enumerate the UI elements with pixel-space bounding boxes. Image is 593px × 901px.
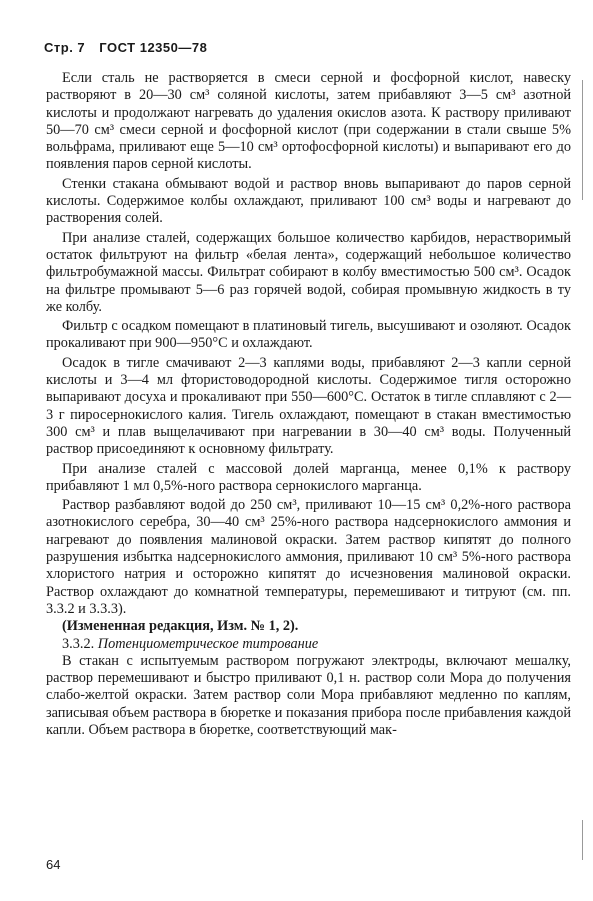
paragraph: При анализе сталей, содержащих большое количество карбидов, нерастворимый остаток фильтруют на фильтр «белая лента», содержащий небольшое количество фильтробумажной массы. Фильтрат собирают в колбу вместимостью 500 см³. Осадок на фильтре промывают 5—6 раз горячей водой, собирая промывную жидкость в ту же колбу.: [46, 229, 571, 315]
paragraph: Если сталь не растворяется в смеси серной и фосфорной кислот, навеску растворяют в 20—30 см³ соляной кислоты, затем прибавляют 3—5 см³ азотной кислоты и продолжают нагревать до удаления окислов азота. К раствору приливают 50—70 см³ смеси серной и фосфорной кислот (при содержании в стали свыше 5% вольфрама, приливают еще 5—10 см³ ортофосфорной кислоты) и выпаривают его до появления паров серной кислоты.: [46, 70, 571, 173]
page-number: 64: [46, 857, 61, 872]
section-heading: [46, 636, 571, 653]
page-label: Стр. 7: [44, 40, 86, 55]
paragraph: Осадок в тигле смачивают 2—3 каплями воды, прибавляют 2—3 капли серной кислоты и 3—4 мл фтористоводородной кислоты. Содержимое тигля осторожно выпаривают досуха и прокаливают при 550—600°С. Остаток в тигле сплавляют с 2—3 г пиросернокислого калия. Тигель охлаждают, помещают в стакан вместимостью 300 см³ и плав выщелачивают при нагревании в 30—40 см³ воды. Полученный раствор присоединяют к основному фильтрату.: [46, 354, 571, 458]
section-title: Потенциометрическое титрование: [97, 635, 319, 652]
document-body: [46, 70, 571, 739]
section-number: 3.3.2.: [62, 635, 95, 652]
paragraph: Раствор разбавляют водой до 250 см³, приливают 10—15 см³ 0,2%-ного раствора азотнокислого серебра, 30—40 см³ 25%-ного раствора надсернокислого аммония и нагревают до появления малиновой окраски. Затем раствор кипятят до полного разрушения избытка надсернокислого аммония, приливают 10 см³ 5%-ного раствора хлористого натрия и осторожно кипятят до исчезновения малиновой окраски. Раствор охлаждают до комнатной температуры, перемешивают и титруют (см. пп. 3.3.2 и 3.3.3).: [46, 497, 571, 617]
paragraph: Стенки стакана обмывают водой и раствор вновь выпаривают до паров серной кислоты. Содержимое колбы охлаждают, приливают 100 см³ воды и нагревают до растворения солей.: [46, 175, 571, 227]
margin-line: [582, 820, 583, 860]
paragraph: Фильтр с осадком помещают в платиновый тигель, высушивают и озоляют. Осадок прокаливают при 900—950°С и охлаждают.: [46, 318, 571, 352]
standard-code: ГОСТ 12350—78: [99, 40, 208, 55]
paragraph: При анализе сталей с массовой долей марганца, менее 0,1% к раствору прибавляют 1 мл 0,5%-ного раствора сернокислого марганца.: [46, 460, 571, 494]
revision-note: (Измененная редакция, Изм. № 1, 2).: [62, 618, 299, 635]
paragraph: В стакан с испытуемым раствором погружают электроды, включают мешалку, раствор перемешивают и быстро приливают 0,1 н. раствор соли Мора до получения слабо-желтой окраски. Затем раствор соли Мора прибавляют медленно по каплям, записывая объем раствора в бюретке и показания прибора после прибавления каждой капли. Объем раствора в бюретке, соответствующий мак-: [46, 652, 571, 738]
page-header: [44, 40, 217, 55]
margin-line: [582, 80, 583, 200]
